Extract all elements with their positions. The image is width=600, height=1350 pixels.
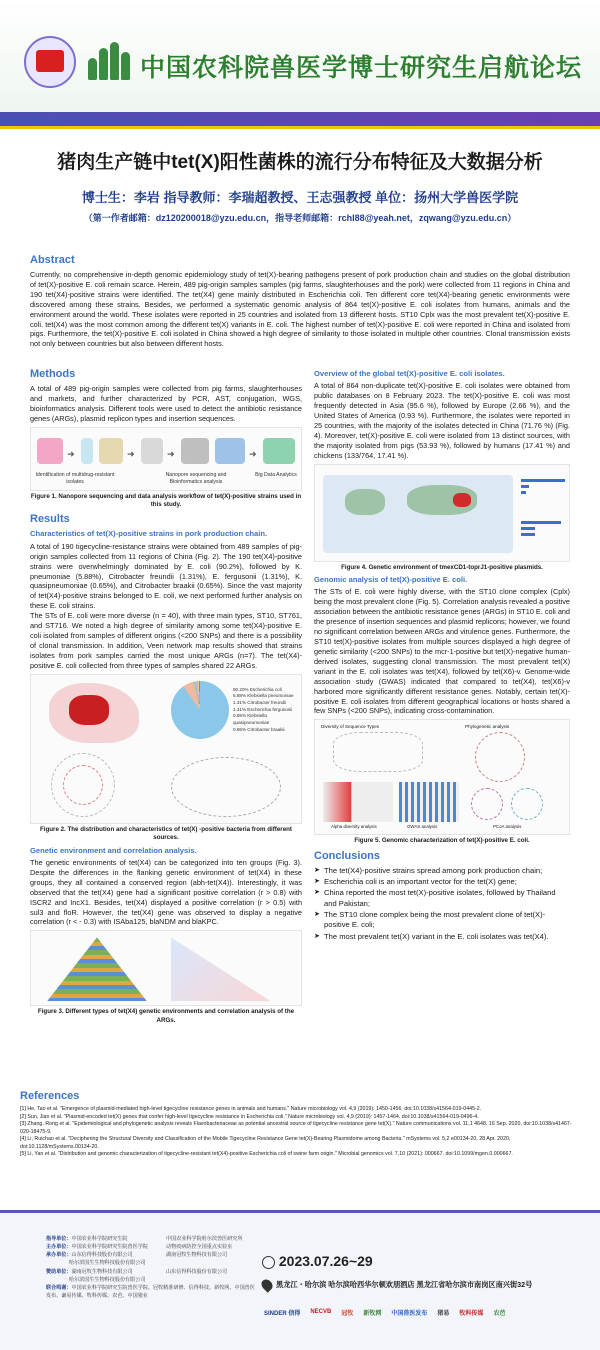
organizer-name: 山东信得科技股份有限公司 xyxy=(71,1252,133,1259)
event-location xyxy=(262,1279,532,1291)
genomic-text: The STs of E. coli were highly diverse, with the ST10 clone complex (Cplx) being the most prevalent clone (Fig. 5). Correlation analysis revealed a positive association between the antibiotic resistance genes (ARGs) in ST10 E. coli and the presence of insertion sequences and plasmid replicons; however, we found no significant correlation between ARGs and virulence genes. Furthermore, the ST10 tet(X)-positive isolates from multiple sources displayed a high degree of genetic similarity (<200 SNPs) to the mcr-1-positive but tet(X)-negative human-derived isolates, suggesting clonal transmission. The most prevalent tet(X) variant in the E. coli isolates was tet(X4), followed by tet(X6)-v. Genome-wide association study (GWAS) indicated that compared to tet(X4), tet(X6)-v harbored more significantly different resistance genes. Notably, certain tet(X)-positive E. coli isolates from different geographical locations or hosts shared a few SNPs (<200 SNPs), indicating cross-contamination. xyxy=(314,587,570,716)
fig1-label-3: Big Data Analytics xyxy=(255,471,297,478)
organizer-name: 湖南冠牧生物科技有限公司 xyxy=(71,1268,133,1275)
phylo-ring-icon xyxy=(63,765,103,805)
abstract-heading: Abstract xyxy=(30,254,75,266)
event-location-text: 黑龙江・哈尔滨 哈尔滨哈西华尔顿欢朋酒店 黑龙江省哈尔滨市南岗区南兴街32号 xyxy=(276,1279,533,1289)
sponsor-logo: NECVB xyxy=(310,1309,332,1315)
legend-item: 90.20% Escherichia coli xyxy=(233,686,282,692)
conclusion-item: ➤ China reported the most tet(X)-positive isolates, followed by Thailand and Pakistan; xyxy=(314,888,570,909)
organizer-row xyxy=(46,1268,166,1276)
methods-text: A total of 489 pig-origin samples were collected from pig farms, slaughterhouses and markets, and further characterized by PCR, AST, conjugation, WGS, bioinformatics analysis. Different tools were used to detect the antibiotic resistance genes (ARGs), plasmid replicon types and insertion sequences. xyxy=(30,383,302,423)
caas-logo-icon xyxy=(24,36,76,88)
bar-mark xyxy=(521,485,529,488)
bar-mark xyxy=(521,533,535,536)
vet-school-logo-icon xyxy=(86,42,136,80)
fig5-label-4: GWAS analysis xyxy=(407,824,438,830)
results-sub1: Characteristics of tet(X)-positive strains in pork production chain. xyxy=(30,529,268,539)
sponsor-logo: SINDER 信得 xyxy=(264,1310,301,1317)
forum-title: 中国农科院兽医学博士研究生启航论坛 xyxy=(140,53,583,82)
title-block xyxy=(0,133,600,243)
fig2-caption: Figure 2. The distribution and characteristics of tet(X) -positive bacteria from different sources. xyxy=(39,825,292,842)
pcoa-icon xyxy=(511,788,543,820)
sponsor-logos xyxy=(262,1305,582,1319)
legend-item: 1.31% Citrobacter freundii xyxy=(233,700,287,706)
fig5-label-2: Phylogenetic analysis xyxy=(465,724,510,730)
legend-item: 0.65% Citrobacter braakii xyxy=(233,726,285,732)
conclusion-item: ➤ The most prevalent tet(X) variant in the E. coli isolates was tet(X4). xyxy=(314,932,570,942)
conclusions-heading: Conclusions xyxy=(314,849,381,862)
legend-item: 5.88% Klebsiella pneumoniae xyxy=(233,693,294,699)
sponsor-logo: 新牧网 xyxy=(363,1310,382,1317)
genetic-environment-icon xyxy=(47,937,147,1001)
organizer-row: 山东信得科技股份有限公司 xyxy=(166,1268,228,1275)
poster-footer xyxy=(0,1210,600,1350)
sponsor-logo: 猪易 xyxy=(437,1310,450,1317)
conclusion-item: ➤ The ST10 clone complex being the most prevalent clone of tet(X)-positive E. coli; xyxy=(314,910,570,931)
authors-line: 博士生：李岩 指导教师：李瑞超教授、王志强教授 单位：扬州大学兽医学院 xyxy=(81,190,519,205)
organizer-row: 湖南冠牧生物科技有限公司 xyxy=(166,1252,228,1259)
figure-3 xyxy=(30,930,302,1006)
plate-icon xyxy=(99,438,123,464)
global-sub: Overview of the global tet(X)-positive E. coli isolates. xyxy=(314,369,505,378)
legend-item: 0.65% Klebsiella quasipneumoniae xyxy=(233,713,270,726)
organizer-role: 联合鸣谢： xyxy=(46,1284,72,1291)
continent-icon xyxy=(345,489,385,515)
pie-legend xyxy=(233,687,301,734)
correlation-matrix-icon xyxy=(171,937,271,1001)
phylo-circle-icon xyxy=(475,732,525,782)
figure-4 xyxy=(314,464,570,562)
network-map-icon xyxy=(171,757,281,817)
organizer-row xyxy=(46,1259,166,1267)
location-pin-icon xyxy=(259,1277,275,1293)
alpha-diversity-chart-icon xyxy=(323,782,393,822)
fig1-label-1: Identification of multidrug-resistant isolates xyxy=(35,471,115,485)
pig-icon xyxy=(37,438,63,464)
organizer-role: 承办单位： xyxy=(46,1252,72,1259)
organizer-role: 赞助单位： xyxy=(46,1268,72,1275)
organizer-row: 动物疫病防控全国重点实验室 xyxy=(166,1244,233,1251)
bar-mark xyxy=(521,527,535,530)
sampled-regions-icon xyxy=(69,695,109,725)
organizer-name: 中国农业科学院研究生院兽医学院 xyxy=(71,1244,148,1251)
event-date-text: 2023.07.26~29 xyxy=(278,1253,373,1269)
left-column xyxy=(30,367,302,1028)
gwas-chart-icon xyxy=(399,782,459,822)
big-data-icon xyxy=(263,438,295,464)
references-section xyxy=(20,1090,580,1159)
header-band xyxy=(0,112,600,126)
results-p2: The STs of E. coli were more diverse (n = 40), with three main types, ST10, ST761, and ST716. We noted a high degree of similarity among some tet(X4)-positive E. coli isolated from samples of different origins (<200 SNPs) and there is a possibility of clonal transmission. In addition, Veen network map results showed that strains isolates from pork samples carried the most unique ARGs (n=7). The tet(X4)-positive E. coli collected from three types of samples shared 22 ARGs. xyxy=(30,611,302,670)
fig5-label-5: PCoA analysis xyxy=(493,824,522,830)
bar-mark xyxy=(521,521,561,524)
event-date xyxy=(262,1253,373,1269)
organizer-name: 中国农业科学院研究生院兽医学院、冠牧精准研修、信得科技、新牧网、中国兽医发布、谦易传媒、牧科传媒、农芭、中国猪业 xyxy=(46,1284,255,1299)
species-pie-chart xyxy=(171,681,229,739)
fig1-label-2: Nanopore sequencing and Bioinformatics analysis xyxy=(165,471,227,485)
results-p1: A total of 190 tigecycline-resistance strains were obtained from 489 samples of pig-origin samples collected from 11 regions of China (Fig. 2). The 190 tet(X4)-positive strains were overwhelmingly dominated by E. coli (90.2%), followed by K. pneumoniae (5.88%), Citrobacter freundii (1.31%), E. fergusonii (1.31%), K. quasipneumoniae (0.65%), and Citrobacter braakii (0.65%). Since the vast majority of tet(X4)-positive strains belonged to E. coli, we next performed further analysis on these E. coli strains. xyxy=(30,541,302,611)
fig5-label-3: Alpha diversity analysis xyxy=(331,824,377,830)
organizer-role: 指导单位： xyxy=(46,1236,72,1242)
organizer-name: 哈尔滨国生生物科技股份有限公司 xyxy=(69,1260,146,1267)
abstract-text: Currently, no comprehensive in-depth genomic epidemiology study of tet(X)-bearing pathogens present of pork production chain and studies on the global distribution of tet(X)-positive E. coli remain scarce. Herein, 489 pig-origin samples samples (pig farms, slaughterhouses and the pork) were collected from 11 regions in China and 190 tet(X4)-positive strains were identified. The tet(X4) gene mainly distributed in Escherichia coli. Ten different core tet(X4)-bearing genetic environments were discovered among these strains. Besides, we performed a systematic genomic analysis of 864 tet(X)-positive E. coli isolates from humans, animals and the environment around the world. These isolates were reported in 25 countries and isolated from 13 different hosts. ST10 Cplx was the most prevalent tet(X)-positive E. coli. tet(X4) was the most common among the different tet(X) variants in E. coli. The highest number of tet(X)-positive E. coli were reported in China and isolated from pigs. Furthermore, the tet(X)-positive E. coli isolated in China showed a high degree of similarity to those isolated in multiple other countries. Clonal transmission exists not only between countries but also between different hosts. xyxy=(30,269,570,349)
organizer-row xyxy=(46,1235,166,1243)
sponsor-logo: 牧科传媒 xyxy=(459,1310,484,1317)
methods-heading: Methods xyxy=(30,368,76,380)
organizer-row xyxy=(46,1251,166,1259)
poster-content xyxy=(30,253,570,1024)
clock-icon xyxy=(262,1256,275,1269)
pcoa-icon xyxy=(471,788,503,820)
china-highlight-icon xyxy=(453,493,471,507)
bar-mark xyxy=(521,479,565,482)
organizer-name: 中国农业科学院研究生院 xyxy=(71,1236,128,1242)
organizer-name: 哈尔滨国生生物科技股份有限公司 xyxy=(69,1276,146,1283)
figure-5 xyxy=(314,719,570,835)
results-heading: Results xyxy=(30,513,70,526)
abstract-section xyxy=(30,253,570,349)
reference-item: [4] Li, Ruichao et al. "Deciphering the Structural Diversity and Classification of the Mobile Tigecycline Resistance Gene tet(X)-Bearing Plasmidome among Bacteria." mSystems vol. 5,2 e00134-20. 28 Apr. 2020, doi:10.1128/mSystems.00134-20. xyxy=(20,1136,511,1150)
organizer-row xyxy=(46,1284,256,1300)
legend-item: 1.31% Escherichia fergusonii xyxy=(233,706,293,712)
poster-header xyxy=(0,0,600,112)
reference-item: [2] Sun, Jian et al. "Plasmid-encoded tet(X) genes that confer high-level tigecycline resistance in Escherichia coli." Nature microbiology vol. 4,9 (2019): 1457-1464. doi:10.1038/s41564-019-0496-4. xyxy=(20,1113,479,1120)
computer-icon xyxy=(215,438,245,464)
fig1-caption: Figure 1. Nanopore sequencing and data analysis workflow of tet(X)-positive strains used in this study. xyxy=(30,492,302,509)
poster-title: 猪肉生产链中tet(X)阳性菌株的流行分布特征及大数据分析 xyxy=(57,152,543,173)
sponsor-logo: 冠牧 xyxy=(341,1310,354,1317)
conclusion-item: ➤ Escherichia coli is an important vector for the tet(X) gene; xyxy=(314,877,570,887)
conclusions-list xyxy=(314,866,570,942)
reference-item: [1] He, Tao et al. "Emergence of plasmid-mediated high-level tigecycline resistance genes in animals and humans." Nature microbiology vol. 4,9 (2019): 1450-1456. doi:10.1038/s41564-019-0445-2. xyxy=(20,1106,482,1112)
conclusion-item: ➤ The tet(X4)-positive strains spread among pork production chain; xyxy=(314,866,570,876)
results-sub2: Genetic environment and correlation analysis. xyxy=(30,845,197,855)
organizer-list xyxy=(46,1235,256,1300)
reference-item: [5] Li, Yan et al. "Distribution and genomic characterization of tigecycline-resistant tet(X4)-positive Escherichia coli of swine farm origin." Microbial genomics vol. 7,10 (2021): 000667. doi:10.1099/mgen.0.000667. xyxy=(20,1151,513,1158)
bar-mark xyxy=(521,491,526,494)
right-column xyxy=(314,367,570,943)
nanopore-icon xyxy=(181,438,209,464)
st-network-icon xyxy=(333,732,423,772)
results-p3: The genetic environments of tet(X4) can be categorized into ten groups (Fig. 3). Despite the differences in the flanking genetic environment of tet(X4) in these groups, they all contained a conserved region (abh-tet(X4)). Interestingly, it was observed that the tet(X4) gene had a significant positive correlation (r > 0.8) with ISCR2 and IncX1. Besides, tet(X4) displayed a positive correlation (r > 0.5) with sul3 and floR. However, the tet(X4) gene was observed to display a negative correlation (r < - 0.3) with ISAba125, blaNDM and blaKPC. xyxy=(30,857,302,927)
header-stripe xyxy=(0,126,600,129)
sponsor-logo: 农芭 xyxy=(493,1310,506,1317)
reference-item: [3] Zhang, Rong et al. "Epidemiological and phylogenetic analysis reveals Flavobacteriaceae as potential ancestral source of tigecycline resistance gene tet(X)." Nature communications vol. 11,1 4648. 16 Sep. 2020, doi:10.1038/s41467-020-18475-9. xyxy=(20,1121,572,1135)
global-text: A total of 864 non-duplicate tet(X)-positive E. coli isolates were obtained from public databases on 8 February 2023. The tet(X)-positive E. coli was most frequently detected in Asia (95.6 %), followed by Europe (2.66 %), and the United States of America (0.93 %). Furthermore, the isolates were reported in 25 countries, with the majority of the isolates detected in China (71.76 %) (Fig. 4). Moreover, tet(X)-positive E. coli were isolated from 13 distinct sources, with the majority isolated from pigs (53.93 %), followed by humans (17.41 %) and chickens (133/764, 17.41 %). xyxy=(314,381,570,460)
sequencer-icon xyxy=(141,438,163,464)
fig3-caption: Figure 3. Different types of tet(X4) genetic environments and correlation analysis of the ARGs. xyxy=(37,1008,295,1024)
organizer-row: 中国农业科学院哈尔滨兽医研究所 xyxy=(166,1236,243,1242)
genomic-sub: Genomic analysis of tet(X)-positive E. coli. xyxy=(314,575,468,585)
fig5-label-1: Diversity of Sequence Types xyxy=(321,724,380,730)
sponsor-logo: 中国兽医发布 xyxy=(391,1310,428,1317)
tube-icon xyxy=(81,438,93,464)
references-heading: References xyxy=(20,1090,80,1102)
organizer-row xyxy=(46,1243,166,1251)
fig5-caption: Figure 5. Genomic characterization of tet(X)-positive E. coli. xyxy=(354,837,530,845)
figure-2 xyxy=(30,674,302,824)
email-line: （第一作者邮箱：dz120200018@yzu.edu.cn，指导老师邮箱：rchl88@yeah.net，zqwang@yzu.edu.cn） xyxy=(83,213,517,223)
organizer-row xyxy=(46,1276,166,1284)
fig4-caption: Figure 4. Genetic environment of tmexCD1-toprJ1-positive plasmids. xyxy=(341,563,543,571)
figure-1: ➜ ➜ ➜ ➜ Identification of multidrug-resistant isolates Nanopore sequencing and Bioinformatics analysis Big Data Analytics xyxy=(30,427,302,491)
organizer-role: 主办单位： xyxy=(46,1244,72,1251)
